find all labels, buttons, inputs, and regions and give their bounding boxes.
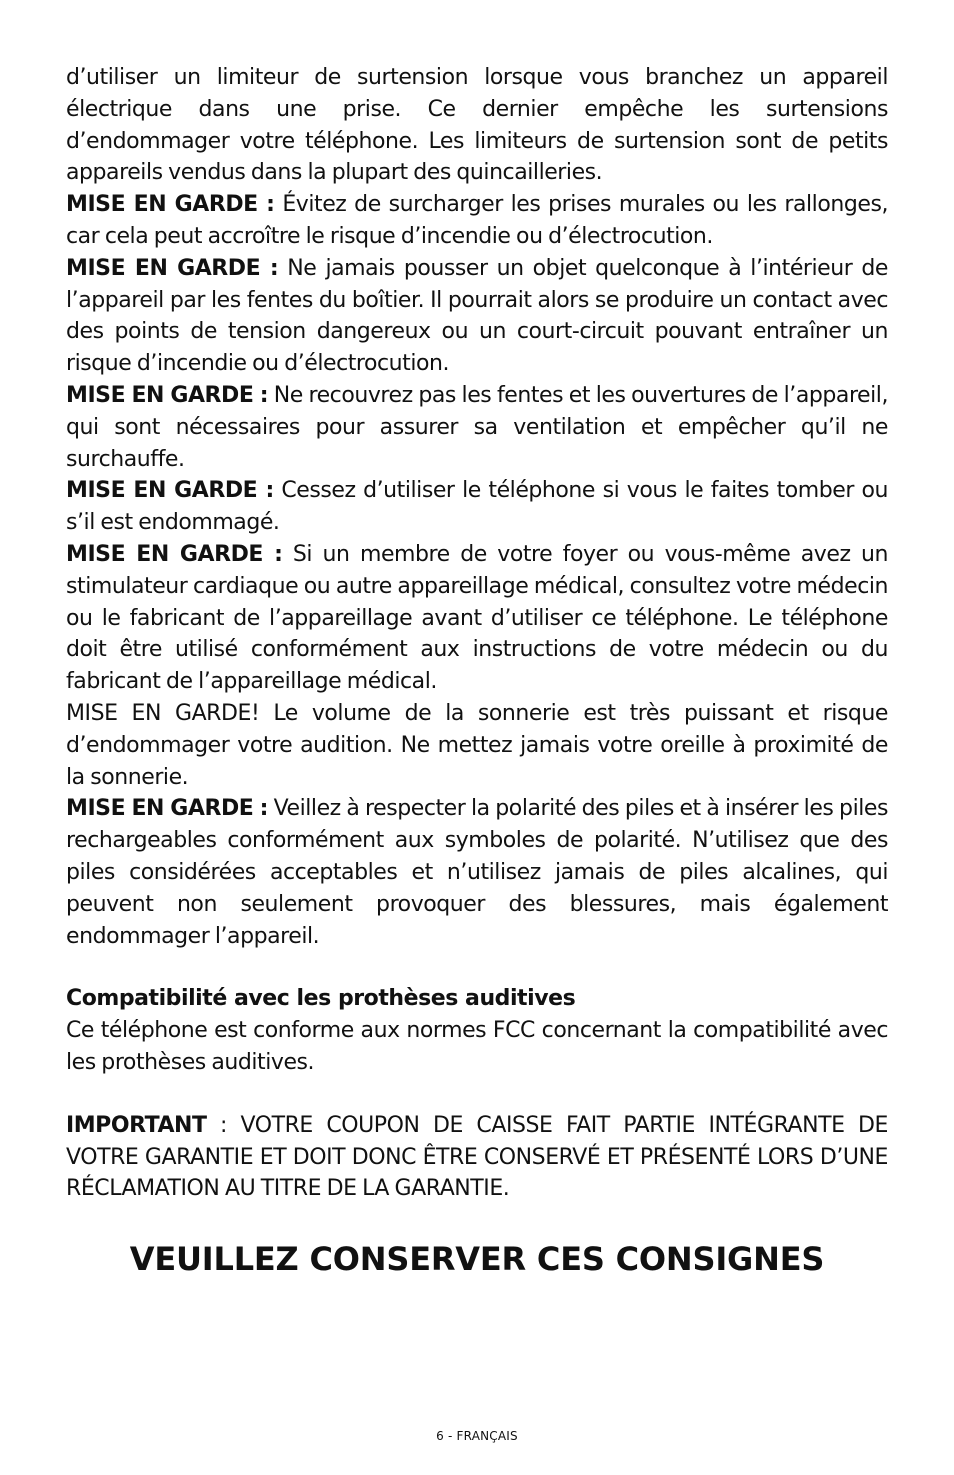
- keep-instructions-heading: VEUILLEZ CONSERVER CES CONSIGNES: [129, 1240, 825, 1279]
- hearing-aid-heading: Compatibilité avec les prothèses auditives: [66, 986, 576, 1012]
- paragraph-text: Ne recouvrez pas les fentes et les ouvertures de l’appareil, qui sont nécessaires pour assurer sa ventilation et empêcher qu’il ne surchauffe.: [66, 382, 889, 472]
- paragraph-text: MISE EN GARDE! Le volume de la sonnerie est très puissant et risque d’endommager votre audition. Ne mettez jamais votre oreille à proximité de la sonnerie.: [66, 700, 888, 790]
- important-paragraph: [66, 1110, 888, 1205]
- important-lead: IMPORTANT: [66, 1112, 207, 1138]
- paragraph-text: Veillez à respecter la polarité des piles et à insérer les piles rechargeables conformément aux symboles de polarité. N’utilisez que des piles considérées acceptables et n’utilisez jamais de piles alcalines, qui peuvent non seulement provoquer des blessures, mais également endommager l’appareil.: [66, 796, 888, 949]
- page-footer: 6 - FRANÇAIS: [436, 1429, 518, 1443]
- warning-medical-paragraph: [66, 539, 888, 698]
- warning-lead: MISE EN GARDE :: [66, 541, 283, 567]
- paragraph-text: Cessez d’utiliser le téléphone si vous le faites tomber ou s’il est endommagé.: [66, 478, 889, 536]
- warning-lead: MISE EN GARDE :: [66, 478, 274, 504]
- warning-lead: MISE EN GARDE :: [66, 796, 268, 822]
- warning-lead: MISE EN GARDE :: [66, 192, 275, 218]
- warning-outlets-paragraph: [66, 189, 888, 253]
- warning-lead: MISE EN GARDE :: [66, 382, 269, 408]
- warning-ringer-paragraph: [66, 698, 888, 793]
- surge-protector-paragraph: [66, 62, 888, 189]
- warning-ventilation-paragraph: [66, 380, 888, 475]
- paragraph-spacer: [66, 1079, 888, 1110]
- warning-damage-paragraph: [66, 475, 888, 539]
- paragraph-text: Évitez de surcharger les prises murales ou les rallonges, car cela peut accroître le risque d’incendie ou d’électrocution.: [66, 192, 889, 249]
- important-text: : VOTRE COUPON DE CAISSE FAIT PARTIE INTÉGRANTE DE VOTRE GARANTIE ET DOIT DONC ÊTRE CONSERVÉ ET PRÉSENTÉ LORS D’UNE RÉCLAMATION AU TITRE DE LA GARANTIE.: [66, 1112, 888, 1202]
- warning-batteries-paragraph: [66, 793, 888, 952]
- paragraph-text: Si un membre de votre foyer ou vous-même avez un stimulateur cardiaque ou autre appareillage médical, consultez votre médecin ou le fabricant de l’appareillage avant d’utiliser ce téléphone. Le téléphone doit être utilisé conformément aux instructions de votre médecin ou du fabricant de l’appareillage médical.: [66, 541, 888, 695]
- paragraph-text: Ne jamais pousser un objet quelconque à l’intérieur de l’appareil par les fentes du boîtier. Il pourrait alors se produire un contact avec des points de tension dangereux ou un court-circuit pouvant entraîner un risque d’incendie ou d’électrocution.: [66, 255, 888, 377]
- warning-lead: MISE EN GARDE :: [66, 255, 279, 281]
- paragraph-text: d’utiliser un limiteur de surtension lorsque vous branchez un appareil électrique dans une prise. Ce dernier empêche les surtensions d’endommager votre téléphone. Les limiteurs de surtension sont de petits appareils vendus dans la plupart des quincailleries.: [66, 65, 888, 186]
- warning-objects-paragraph: [66, 253, 888, 380]
- hearing-aid-paragraph: Ce téléphone est conforme aux normes FCC concernant la compatibilité avec les prothèses auditives.: [66, 1018, 888, 1075]
- document-page: [66, 62, 888, 1279]
- paragraph-spacer: [66, 952, 888, 983]
